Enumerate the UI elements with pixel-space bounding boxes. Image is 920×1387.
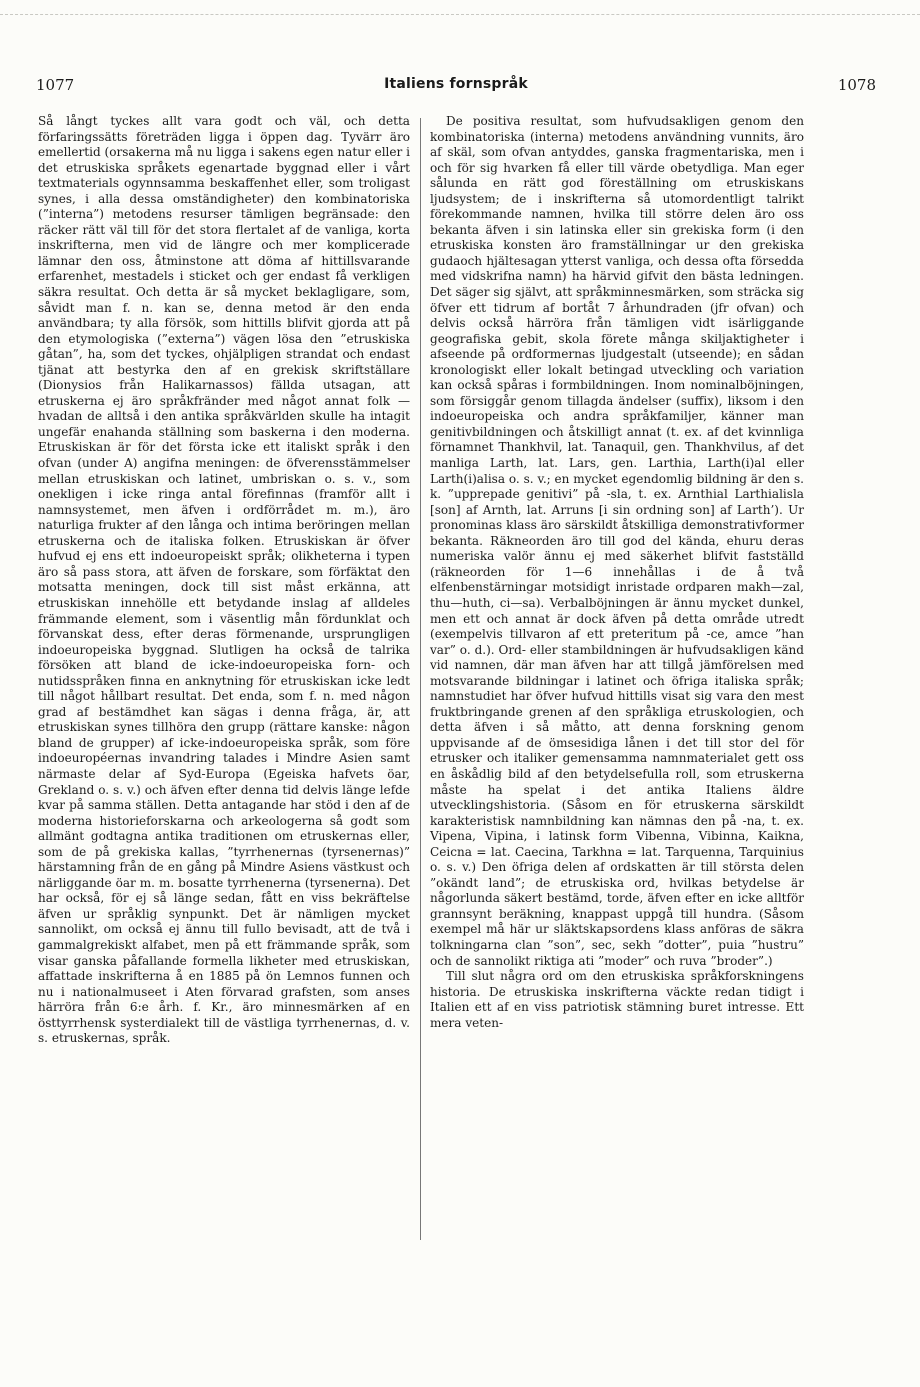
page-number-right: 1078 (837, 76, 876, 94)
page-number-left: 1077 (36, 76, 75, 94)
right-paragraph-history: Till slut några ord om den etruskiska språkforskningens historia. De etruskiska inskrifterna väckte redan tidigt i Italien ett af en viss patriotisk stämning buret intresse. Ett mera veten- (430, 969, 804, 1030)
left-column (38, 114, 410, 1047)
running-title: Italiens fornspråk (384, 76, 528, 92)
right-paragraph-results: De positiva resultat, som hufvudsakligen genom den kombinatoriska (interna) metodens användning vunnits, äro af skäl, som ofvan antyddes, ganska fragmentariska, men i och för sig hvarken få eller till värde obetydliga. Man eger sålunda en rätt god föreställning om etruskiskans ljudsystem; de i inskrifterna så utomordentligt talrikt förekommande namnen, hvilka till större delen äro oss bekanta äfven i sin latinska eller sin grekiska form (i den etruskiska konsten äro framställningar ur den grekiska gudaoch hjältesagan ytterst vanliga, och dessa ofta försedda med vidskrifna namn) ha härvid gifvit den bästa ledningen. Det säger sig självt, att språkminnesmärken, som sträcka sig öfver ett tidrum af bortåt 7 århundraden (jfr ofvan) och delvis också härröra från tämligen vidt isärliggande geografiska gebit, skola förete många skiljaktigheter i afseende på ordformernas ljudgestalt (utseende); en sådan kronologiskt eller lokalt betingad utveckling och variation kan också spåras i formbildningen. Inom nominalböjningen, som försiggår genom tillagda ändelser (suffix), liksom i den indoeuropeiska och andra språkfamiljer, känner man genitivbildningen och åtskilligt annat (t. ex. af det kvinnliga förnamnet Thankhvil, lat. Tanaquil, gen. Thankhvilus, af det manliga Larth, lat. Lars, gen. Larthia, Larth(i)al eller Larth(i)alisa o. s. v.; en mycket egendomlig bildning är den s. k. ”upprepade genitivi” på -sla, t. ex. Arnthial Larthialisla [son] af Arnth, lat. Arruns [i sin ordning son] af Larth’). Ur pronominas klass äro särskildt åtskilliga demonstrativformer bekanta. Räkneorden äro till god del kända, ehuru deras numeriska valör ännu ej med säkerhet blifvit fastställd (räkneorden för 1—6 innehållas i de å två elfenbenstärningar motsidigt inristade ordparen makh—zal, thu—huth, ci—sa). Verbalböjningen är ännu mycket dunkel, men ett och annat är dock äfven på detta område utredt (exempelvis tillvaron af ett preteritum på -ce, amce ”han var” o. d.). Ord- eller stambildningen är hufvudsakligen känd vid namnen, där man äfven har att tillgå jämförelsen med motsvarande bildningar i latinet och öfriga italiska språk; namnstudiet har öfver hufvud hittills visat sig vara den mest fruktbringande grenen af den språkliga etruskologien, och detta äfven i så måtto, att denna forskning genom uppvisande af de ömsesidiga lånen i det till stor del för etrusker och italiker gemensamma namnmaterialet gett oss en åskådlig bild af den betydelsefulla roll, som etruskerna måste ha spelat i det antika Italiens äldre utvecklingshistoria. (Såsom en för etruskerna särskildt karakteristisk namnbildning kan nämnas den på -na, t. ex. Vipena, Vipina, i latinsk form Vibenna, Vibinna, Kaikna, Ceicna = lat. Caecina, Tarkhna = lat. Tarquenna, Tarquinius o. s. v.) Den öfriga delen af ordskatten är till största delen ”okändt land”; de etruskiska ord, hvilkas betydelse är någorlunda säkert bestämd, torde, äfven efter en icke alltför grannsynt beräkning, knappast uppgå till hundra. (Såsom exempel må här ur släktskapsordens klass anföras de säkra tolkningarna clan ”son”, sec, sekh ”dotter”, puia ”hustru” och de sannolikt riktiga ati ”moder” och ruva ”broder”.) (430, 114, 804, 968)
left-paragraph: Så långt tyckes allt vara godt och väl, och detta förfaringssätts företräden ligga i öppen dag. Tyvärr äro emellertid (orsakerna må nu ligga i sakens egen natur eller i det etruskiska språkets egenartade byggnad eller i vårt textmaterials ogynnsamma beskaffenhet eller, som troligast synes, i alla dessa omständigheter) den kombinatoriska (”interna”) metodens resurser tämligen begränsade: den räcker rätt väl till för det stora flertalet af de vanliga, korta inskrifterna, men vid de längre och mer komplicerade lämnar den oss, åtminstone att döma af hittillsvarande erfarenhet, mestadels i sticket och ger endast få verkligen säkra resultat. Och detta är så mycket beklagligare, som, såvidt man f. n. kan se, denna metod är den enda användbara; ty alla försök, som hittills blifvit gjorda att på den etymologiska (”externa”) vägen lösa den ”etruskiska gåtan”, ha, som det tyckes, ohjälpligen strandat och endast tjänat att bestyrka den af en grekisk skriftställare (Dionysios från Halikarnassos) fällda utsagan, att etruskerna ej äro språkfränder med något annat folk — hvadan de alltså i den antika språkvärlden skulle ha intagit ungefär enahanda ställning som baskerna i den moderna. Etruskiskan är för det första icke ett italiskt språk i den ofvan (under A) angifna meningen: de öfverensstämmelser mellan etruskiskan och latinet, umbriskan o. s. v., som onekligen i icke ringa antal förefinnas (framför allt i namnsystemet, men äfven i ordförrådet m. m.), äro naturliga frukter af den långa och intima beröringen mellan etruskerna och de italiska folken. Etruskiskan är öfver hufvud ej ens ett indoeuropeiskt språk; olikheterna i typen äro så pass stora, att äfven de forskare, som förfäktat den motsatta meningen, dock till sist måst erkänna, att etruskiskan innehölle ett betydande inslag af alldeles främmande element, som i väsentlig mån fördunklat och förvanskat dess, efter deras förmenande, ursprungligen indoeuropeiska byggnad. Slutligen ha också de talrika försöken att bland de icke-indoeuropeiska forn- och nutidsspråken finna en anknytning för etruskiskan icke ledt till något hållbart resultat. Det enda, som f. n. med någon grad af bestämdhet kan sägas i denna fråga, är, att etruskiskan synes tillhöra den grupp (rättare kanske: någon bland de grupper) af icke-indoeuropeiska språk, som före indoeuropéernas invandring talades i Mindre Asien samt närmaste delar af Syd-Europa (Egeiska hafvets öar, Grekland o. s. v.) och äfven efter denna tid delvis länge lefde kvar på samma ställen. Detta antagande har stöd i den af de moderna historieforskarna och arkeologerna så godt som allmänt godtagna antika traditionen om etruskernas eller, som de på grekiska kallas, ”tyrrhenernas (tyrsenernas)” härstamning från de en gång på Mindre Asiens västkust och närliggande öar m. m. bosatte tyrrhenerna (tyrsenerna). Det har också, för ej så länge sedan, fått en viss bekräftelse äfven ur språklig synpunkt. Det är nämligen mycket sannolikt, om också ej ännu till fullo bevisadt, att de två i gammalgrekiskt alfabet, men på ett främmande språk, som visar ganska påfallande formella likheter med etruskiskan, affattade inskrifterna å en 1885 på ön Lemnos funnen och nu i nationalmuseet i Aten förvarad grafsten, som anses härröra från 6:e årh. f. Kr., äro minnesmärken af en östtyrrhensk systerdialekt till de västliga tyrrhenernas, d. v. s. etruskernas, språk. (38, 114, 410, 1046)
page-header (36, 76, 876, 98)
right-column (430, 114, 804, 1031)
scan-top-rule (0, 14, 920, 15)
column-divider (420, 118, 421, 1240)
